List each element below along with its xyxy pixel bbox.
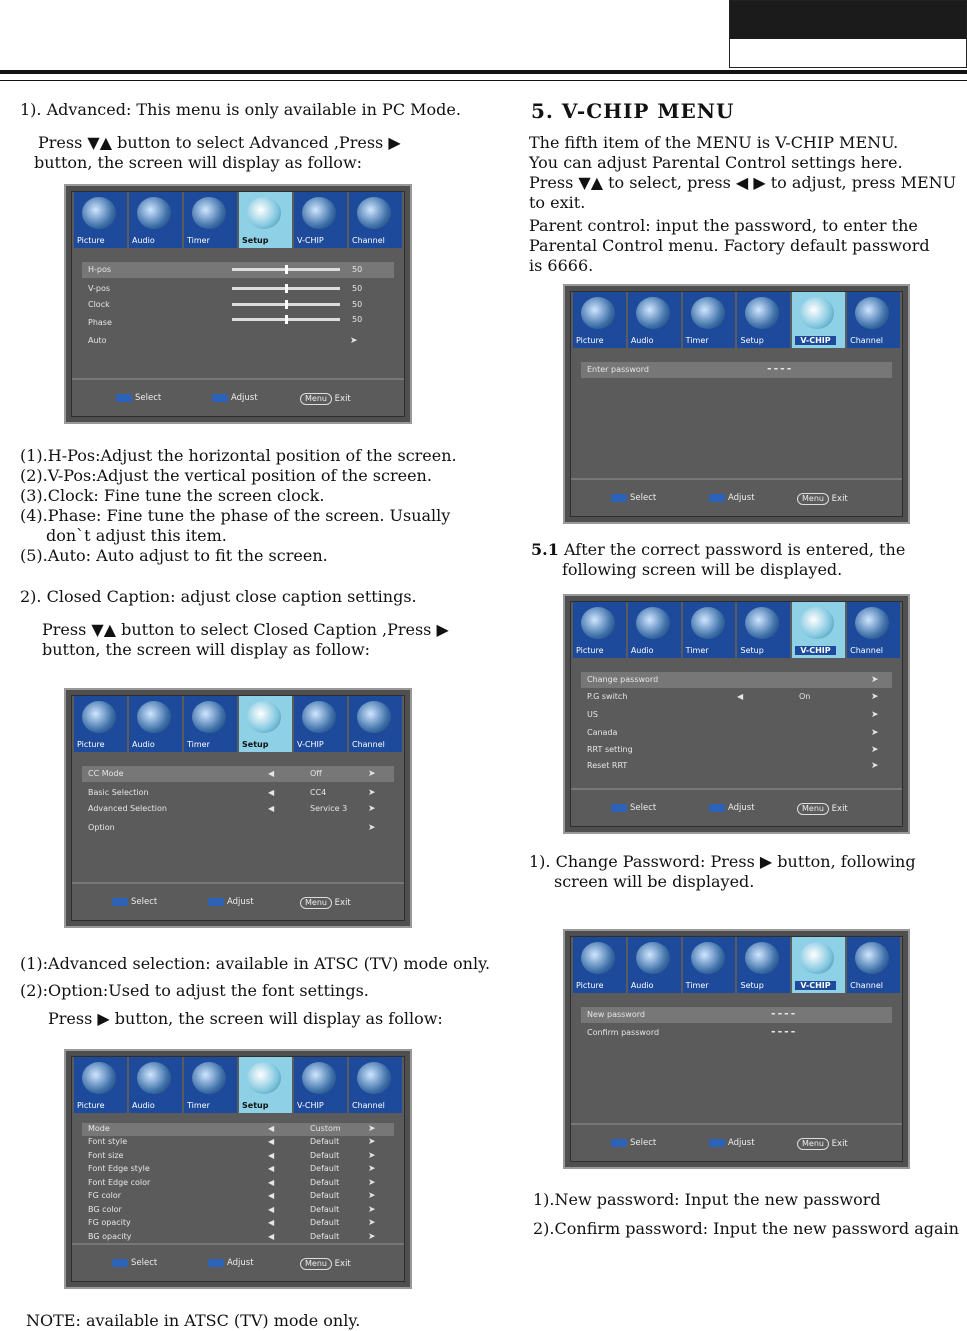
osd-footer: Select Adjust Menu Exit [571,1123,902,1161]
audio-tab-icon: Audio [628,602,681,658]
select-icon [611,494,627,502]
header-tab-dark [730,1,966,39]
confirm-password-field[interactable]: Confirm password ---- [587,1025,798,1038]
font-size-row: Font size ◀ Default ➤ [88,1150,376,1161]
reset-rrt-row: Reset RRT ➤ [587,761,879,771]
vchip-tab-icon: V-CHIP [294,696,347,752]
osd-footer: Select Adjust Menu Exit [72,1243,404,1281]
timer-tab-icon: Timer [184,1057,237,1113]
change-password-line2: screen will be displayed. [554,872,755,891]
vchip-tab-icon: V-CHIP [294,192,347,248]
vchip-intro-5: Parent control: input the password, to enter the [529,216,918,235]
select-icon [112,1259,128,1267]
vchip-tab-icon: V-CHIP [792,602,845,658]
audio-tab-icon: Audio [129,1057,182,1113]
osd-footer: Select Adjust Menu Exit [571,788,902,826]
osd-footer: Select Adjust Menu Exit [72,882,404,920]
vchip-intro-1: The fifth item of the MENU is V-CHIP MENU. [529,133,899,152]
bg-opacity-row: BG opacity ◀ Default ➤ [88,1231,376,1242]
adjust-icon [212,394,228,402]
menu-key-icon: Menu [797,803,829,815]
bg-color-row: BG color ◀ Default ➤ [88,1204,376,1215]
vchip-tab-icon: V-CHIP [294,1057,347,1113]
advanced-note-1: (1).H-Pos:Adjust the horizontal position of the screen. [20,446,457,465]
select-icon [112,898,128,906]
fg-color-row: FG color ◀ Default ➤ [88,1191,376,1201]
section-5-1-line1: After the correct password is entered, the [564,540,906,559]
cc-note-2: (2):Option:Used to adjust the font settings. [20,981,369,1000]
cc-intro: 2). Closed Caption: adjust close caption settings. [20,587,417,606]
note: NOTE: available in ATSC (TV) mode only. [26,1311,361,1330]
audio-tab-icon: Audio [628,292,681,348]
cc-press-line2: button, the screen will display as follow: [42,640,371,659]
picture-tab-icon: Picture [573,292,626,348]
header-rule [0,70,967,74]
adjust-icon [709,1139,725,1147]
timer-tab-icon: Timer [184,192,237,248]
osd-vchip-menu-screen [563,594,910,834]
advanced-note-5: (5).Auto: Auto adjust to fit the screen. [20,546,328,565]
setup-tab-icon: Setup [239,1057,292,1113]
menu-key-icon: Menu [797,1138,829,1150]
timer-tab-icon: Timer [683,602,736,658]
channel-tab-icon: Channel [847,602,900,658]
phase-row: Phase 50 [88,315,363,327]
audio-tab-icon: Audio [129,696,182,752]
new-password-note: 1).New password: Input the new password [533,1190,881,1209]
vchip-intro-3: Press ▼▲ to select, press ◀ ▶ to adjust, press MENU [529,173,957,192]
menu-key-icon: Menu [300,393,332,405]
osd-footer: Select Adjust Menu Exit [72,378,404,416]
canada-row: Canada ➤ [587,728,879,738]
osd-option-screen [64,1049,412,1289]
vchip-section-title: 5. V-CHIP MENU [531,99,735,123]
osd-footer: Select Adjust Menu Exit [571,478,902,516]
audio-tab-icon: Audio [129,192,182,248]
header-rule-thin [0,80,967,81]
vchip-tab-icon: V-CHIP [792,937,845,993]
osd-tab-bar [72,192,404,248]
channel-tab-icon: Channel [349,192,402,248]
advanced-note-4: (4).Phase: Fine tune the phase of the screen. Usually [20,506,451,525]
vchip-intro-4: to exit. [529,193,586,212]
vchip-intro-7: is 6666. [529,256,594,275]
menu-key-icon: Menu [300,1258,332,1270]
hpos-row: H-pos 50 [82,262,394,278]
osd-new-password-screen [563,929,910,1169]
advanced-press-line1: Press ▼▲ button to select Advanced ,Press ▶ [38,133,401,152]
font-edge-color-row: Font Edge color ◀ Default ➤ [88,1177,376,1188]
picture-tab-icon: Picture [573,937,626,993]
fg-opacity-row: FG opacity ◀ Default ➤ [88,1218,376,1228]
option-row: Option ➤ [88,823,376,833]
cc-press-line1: Press ▼▲ button to select Closed Caption ,Press ▶ [42,620,449,639]
timer-tab-icon: Timer [683,937,736,993]
picture-tab-icon: Picture [74,696,127,752]
timer-tab-icon: Timer [683,292,736,348]
picture-tab-icon: Picture [74,192,127,248]
advanced-intro: 1). Advanced: This menu is only available in PC Mode. [20,100,461,119]
channel-tab-icon: Channel [349,696,402,752]
setup-tab-icon: Setup [239,696,292,752]
change-password-row: Change password ➤ [581,672,892,688]
channel-tab-icon: Channel [349,1057,402,1113]
change-password-line1: 1). Change Password: Press ▶ button, following [529,852,916,871]
osd-advanced-screen [64,184,412,424]
setup-tab-icon: Setup [737,937,790,993]
vchip-intro-2: You can adjust Parental Control settings here. [529,153,903,172]
pg-switch-row: P.G switch ◀ On ➤ [587,692,879,702]
menu-key-icon: Menu [300,897,332,909]
setup-tab-icon: Setup [737,602,790,658]
select-icon [611,804,627,812]
channel-tab-icon: Channel [847,937,900,993]
timer-tab-icon: Timer [184,696,237,752]
adjust-icon [709,494,725,502]
font-style-row: Font style ◀ Default ➤ [88,1137,376,1147]
picture-tab-icon: Picture [573,602,626,658]
advanced-press-line2: button, the screen will display as follow: [34,153,363,172]
advanced-note-2: (2).V-Pos:Adjust the vertical position of the screen. [20,466,432,485]
adjust-icon [208,1259,224,1267]
adjust-icon [709,804,725,812]
select-icon [611,1139,627,1147]
vchip-tab-icon: V-CHIP [792,292,845,348]
mode-row: Mode ◀ Custom ➤ [82,1123,394,1136]
section-5-1-number: 5.1 [531,540,559,559]
rrt-setting-row: RRT setting ➤ [587,745,879,755]
advanced-selection-row: Advanced Selection ◀ Service 3 ➤ [88,804,376,814]
font-edge-style-row: Font Edge style ◀ Default ➤ [88,1164,376,1174]
new-password-field[interactable]: New password ---- [581,1007,892,1023]
confirm-password-note: 2).Confirm password: Input the new password again [533,1219,959,1238]
select-icon [116,394,132,402]
advanced-note-3: (3).Clock: Fine tune the screen clock. [20,486,325,505]
audio-tab-icon: Audio [628,937,681,993]
advanced-note-4-cont: don`t adjust this item. [46,526,227,545]
cc-mode-row: CC Mode ◀ Off ➤ [82,766,394,782]
clock-row: Clock 50 [88,300,363,309]
vpos-row: V-pos 50 [88,284,363,293]
setup-tab-icon: Setup [737,292,790,348]
header-tab-box [729,0,967,68]
option-press: Press ▶ button, the screen will display as follow: [48,1009,443,1028]
osd-cc-screen [64,688,412,928]
adjust-icon [208,898,224,906]
vchip-intro-6: Parental Control menu. Factory default password [529,236,930,255]
us-row: US ➤ [587,710,879,720]
section-5-1-line2: following screen will be displayed. [562,560,843,579]
enter-password-field[interactable]: Enter password ---- [581,362,892,378]
channel-tab-icon: Channel [847,292,900,348]
cc-note-1: (1):Advanced selection: available in ATSC (TV) mode only. [20,954,491,973]
hpos-slider-knob [285,265,288,274]
setup-tab-icon: Setup [239,192,292,248]
basic-selection-row: Basic Selection ◀ CC4 ➤ [88,788,376,798]
auto-row: Auto ➤ [88,336,358,346]
menu-key-icon: Menu [797,493,829,505]
picture-tab-icon: Picture [74,1057,127,1113]
osd-enter-password-screen [563,284,910,524]
